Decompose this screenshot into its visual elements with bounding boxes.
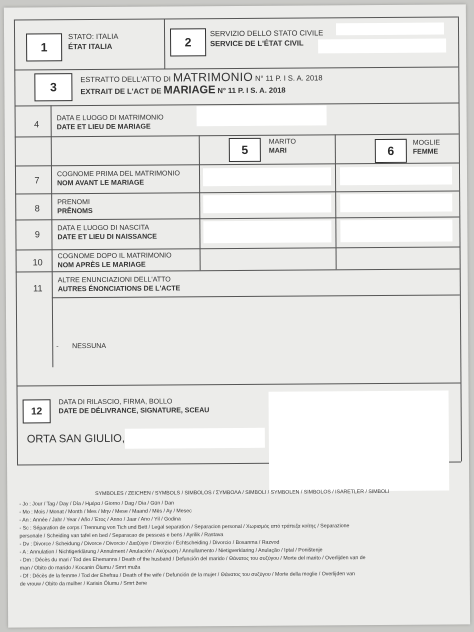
wife-label-fr: FEMME	[412, 148, 439, 156]
issue-place: ORTA SAN GIULIO,	[26, 432, 125, 446]
symbols-line-sc-cont: personale / Scheiding van tafel en bed / Separacao de pessoas e bens / Ayrilik / Rastava	[19, 532, 224, 540]
marriage-certificate-extract	[4, 4, 470, 627]
state-label-fr: ÉTAT ITALIA	[68, 41, 113, 52]
other-statements-content: - NESSUNA	[56, 342, 107, 351]
box-number-5: 5	[229, 138, 261, 162]
other-statements-label-it: ALTRE ENUNCIAZIONI DELL'ATTO	[57, 276, 171, 285]
redacted-wife-birth	[340, 219, 452, 242]
symbols-line-an: - An : Année / Jahr / Year / Año / Έτος / Anno / Jaar / Ano / Yil / Godina	[19, 516, 181, 524]
redacted-issue-date	[125, 428, 265, 449]
symbols-line-jo: - Jo : Jour / Tag / Day / Día / Ημέρα / Giorno / Dag / Dia / Gün / Dan	[19, 500, 175, 508]
redacted-wife-surname-before	[340, 166, 452, 185]
row-number-4: 4	[34, 119, 40, 130]
surname-after-label-it: COGNOME DOPO IL MATRIMONIO	[57, 252, 172, 261]
redacted-husband-given-names	[203, 194, 331, 213]
other-statements-label-fr: AUTRES ÉNONCIATIONS DE L'ACTE	[57, 285, 181, 294]
row-number-9: 9	[34, 229, 40, 240]
symbols-line-dv: - Dv : Divorce / Scheidung / Divorce / Divorcio / Διαζύγιο / Divorzio / Echtscheiding / Divorcio / Bosanma / Razvod	[19, 539, 280, 548]
issue-date-signature-label-it: DATA DI RILASCIO, FIRMA, BOLLO	[58, 398, 173, 407]
symbols-line-sc: - Sc : Séparation de corps / Trennung von Tich und Bett / Legal separation / Separacion personal / Χωρισμός από τράπεζα κοίτης / Separazione	[19, 523, 350, 532]
box-number-3: 3	[34, 73, 72, 101]
husband-label-it: MARITO	[268, 138, 296, 146]
redacted-wife-given-names	[340, 193, 452, 212]
row-number-10: 10	[32, 257, 43, 268]
box-number-12: 12	[23, 399, 51, 423]
symbols-line-a: - A : Annulation / Nichtigerklärung / Annulment / Anulación / Ακύρωση / Annullamento / Nietigverklaring / Anulação / Iptal / Poništenje	[19, 547, 323, 556]
symbols-title: SYMBOLES / ZEICHEN / SYMBOLS / SIMBOLOS / ΣΥΜΒΟΛΑ / SIMBOLI / SYMBOLEN / SIMBOLOS / ISARETLER / SIMBOLI	[95, 488, 390, 497]
birth-date-place-label-it: DATA E LUOGO DI NASCITA	[57, 224, 150, 233]
symbols-line-dm: - Dm : Décès du mari / Tod des Ehemanns / Death of the husband / Defunción del marido / Θάνατος του συζύγου / Morte del marito / Overlijden van de	[19, 555, 366, 564]
box-number-6: 6	[375, 139, 407, 163]
redacted-civil-service	[336, 23, 444, 36]
surname-before-label-it: COGNOME PRIMA DEL MATRIMONIO	[56, 170, 180, 179]
symbols-line-df-cont: de vrouw / Obito da mulher / Karisin Ölumu / Smrt žene	[19, 580, 148, 588]
extract-title-fr: EXTRAIT DE L'ACT DE MARIAGE N° 11 P. I S. A. 2018	[80, 84, 286, 97]
surname-after-label-fr: NOM APRÈS LE MARIAGE	[57, 261, 146, 270]
row-number-11: 11	[33, 283, 43, 294]
wife-label-it: MOGLIE	[412, 139, 441, 147]
symbols-line-dm-cont: man / Obito do marido / Kocanin Ölumu / Smrt muža	[19, 564, 141, 572]
symbols-line-df: - Df : Décès de la femme / Tod der Ehefrau / Death of the wife / Defunción de la mujer / Θάνατος του συζύγου / Morte della moglie / Overlijden van	[19, 571, 355, 580]
symbols-line-mo: - Mo : Mois / Monat / Month / Mes / Μην / Mese / Maand / Mês / Ay / Mesec	[19, 508, 192, 516]
husband-label-fr: MARI	[268, 147, 287, 155]
row-number-7: 7	[34, 175, 40, 186]
given-names-label-fr: PRÊNOMS	[57, 208, 93, 216]
state-label-it: STATO: ITALIA	[68, 31, 119, 42]
box-number-1: 1	[26, 33, 62, 61]
civil-service-label-fr: SERVICE DE L'ÉTAT CIVIL	[210, 38, 304, 49]
redacted-marriage-date	[197, 105, 327, 126]
marriage-date-place-label-it: DATA E LUOGO DI MATRIMONIO	[56, 114, 164, 123]
row-number-8: 8	[34, 203, 40, 214]
extract-title-it: ESTRATTO DELL'ATTO DI MATRIMONIO N° 11 P. I S. A. 2018	[80, 69, 323, 85]
birth-date-place-label-fr: DATE ET LIEU DI NAISSANCE	[57, 233, 157, 242]
surname-before-label-fr: NOM AVANT LE MARIAGE	[57, 179, 145, 188]
civil-service-label-it: SERVIZIO DELLO STATO CIVILE	[209, 28, 324, 39]
given-names-label-it: PRENOMI	[57, 199, 90, 207]
redacted-civil-service-2	[318, 39, 446, 54]
box-number-2: 2	[170, 28, 206, 56]
redacted-husband-birth	[203, 220, 331, 243]
issue-date-signature-label-fr: DATE DE DÉLIVRANCE, SIGNATURE, SCEAU	[58, 407, 210, 416]
redacted-husband-surname-before	[203, 167, 331, 186]
redacted-signature-seal	[269, 391, 450, 492]
marriage-date-place-label-fr: DATE ET LIEU DE MARIAGE	[56, 123, 151, 132]
